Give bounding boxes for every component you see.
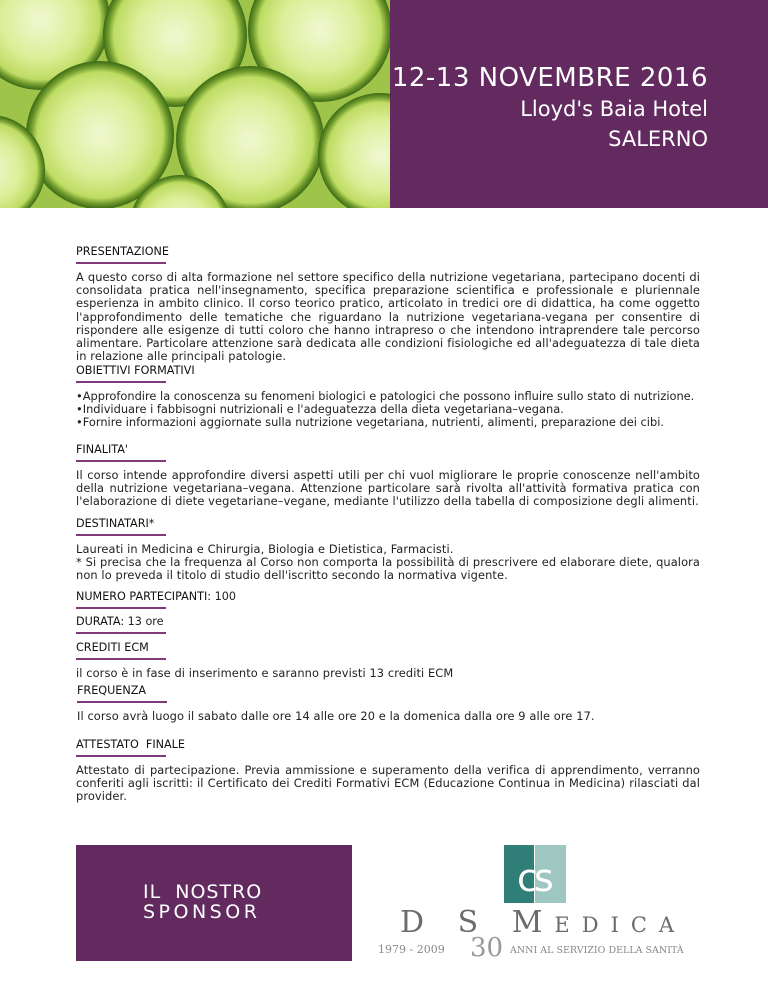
section-title: DESTINATARI* [76, 517, 154, 534]
durata-value: 13 ore [127, 615, 164, 628]
section-text: A questo corso di alta formazione nel settore specifico della nutrizione vegetariana, partecipano docenti di consolidata pratica nell'insegnamento, specifica preparazione scientifica e professionale e pluriennale esperienza in ambito clinico. Il corso teorico pratico, articolato in tredici ore di didattica, ha come oggetto l'approfondimento delle tematiche che riguardano la nutrizione vegetariana-vegana per consentire di rispondere alle esigenze di tutti coloro che hanno intrapreso o che intendono intraprendere tale percorso alimentare. Particolare attenzione sarà dedicata alle condizioni fisiologiche ed all'adeguatezza di tale dieta in relazione alle principali patologie. [76, 270, 700, 364]
logo-name-ds: D S [400, 905, 491, 940]
section-partecipanti [76, 590, 700, 607]
event-venue: Lloyd's Baia Hotel [520, 97, 708, 121]
section-text: Il corso avrà luogo il sabato dalle ore 14 alle ore 20 e la domenica dalla ore 9 alle ore 17. [77, 709, 595, 723]
section-text: Il corso intende approfondire diversi aspetti utili per chi vuol migliorare le proprie conoscenze nell'ambito della nutrizione vegetariana–vegana. Attenzione particolare sarà rivolta all'attività formativa pratica con l'elaborazione di diete vegetariane–vegane, mediante l'utilizzo della tabella di composizione degli alimenti. [76, 468, 700, 509]
section-finalita [76, 443, 700, 509]
logo-name-rest: EDICA [554, 913, 687, 937]
logo-years: 1979 - 2009 [378, 943, 445, 956]
durata-label: DURATA: [76, 615, 125, 628]
sponsor-line-1: IL NOSTRO [143, 881, 263, 903]
svg-text:c: c [517, 856, 538, 900]
sponsor-heading [143, 882, 262, 922]
section-text [76, 543, 700, 583]
section-text: Attestato di partecipazione. Previa ammissione e superamento della verifica di apprendimento, verranno conferiti agli iscritti: il Certificato dei Crediti Formativi ECM (Educazione Continua in Medicina) rilasciati dal provider. [76, 763, 700, 804]
list-item: • Individuare i fabbisogni nutrizionali e l'adeguatezza della dieta vegetariana–vegana. [76, 403, 700, 416]
section-attestato [76, 738, 700, 804]
header-purple-band [390, 0, 768, 208]
logo-anniversary-number: 30 [470, 933, 504, 963]
destinatari-note: * Si precisa che la frequenza al Corso non comporta la possibilità di prescrivere ed elaborare diete, qualora non lo preveda il titolo di studio dell'iscritto secondo la normativa vigente. [76, 555, 700, 583]
event-date: 12-13 NOVEMBRE 2016 [391, 63, 708, 93]
section-title: CREDITI ECM [76, 641, 149, 658]
destinatari-line: Laureati in Medicina e Chirurgia, Biologia e Dietistica, Farmacisti. [76, 542, 454, 556]
section-title: ATTESTATO FINALE [76, 738, 185, 755]
section-presentazione [76, 245, 700, 363]
logo-brand-name [400, 905, 700, 940]
event-info [392, 62, 708, 154]
section-crediti [76, 641, 700, 680]
logo-name-m: M [511, 905, 555, 940]
list-item: • Approfondire la conoscenza su fenomeni biologici e patologici che possono influire sullo stato di nutrizione. [76, 390, 700, 403]
section-title: OBIETTIVI FORMATIVI [76, 364, 195, 381]
section-destinatari [76, 517, 700, 583]
logo-tagline: ANNI AL SERVIZIO DELLA SANITÀ [510, 945, 684, 956]
section-title: FREQUENZA [77, 684, 146, 701]
section-title: PRESENTAZIONE [76, 245, 169, 262]
section-text: il corso è in fase di inserimento e saranno previsti 13 crediti ECM [76, 666, 454, 680]
section-title [76, 615, 164, 632]
sponsor-box [76, 845, 352, 961]
cucumber-slices-image [0, 0, 390, 208]
sponsor-line-2: SPONSOR [143, 901, 261, 923]
objectives-list [76, 390, 700, 430]
partecipanti-label: NUMERO PARTECIPANTI: [76, 590, 212, 603]
header-banner [0, 0, 768, 208]
svg-text:s: s [534, 856, 554, 900]
cucumber-photo [0, 0, 390, 208]
section-durata [76, 615, 700, 632]
list-item: • Fornire informazioni aggiornate sulla nutrizione vegetariana, nutrienti, alimenti, preparazione dei cibi. [76, 416, 700, 429]
partecipanti-value: 100 [214, 590, 236, 603]
ds-logo-mark-icon [504, 845, 566, 903]
ds-medica-logo [370, 825, 700, 975]
section-title: FINALITA' [76, 443, 128, 460]
section-title [76, 590, 236, 607]
section-obiettivi [76, 364, 700, 441]
section-frequenza [76, 684, 700, 723]
event-city: SALERNO [608, 127, 708, 151]
